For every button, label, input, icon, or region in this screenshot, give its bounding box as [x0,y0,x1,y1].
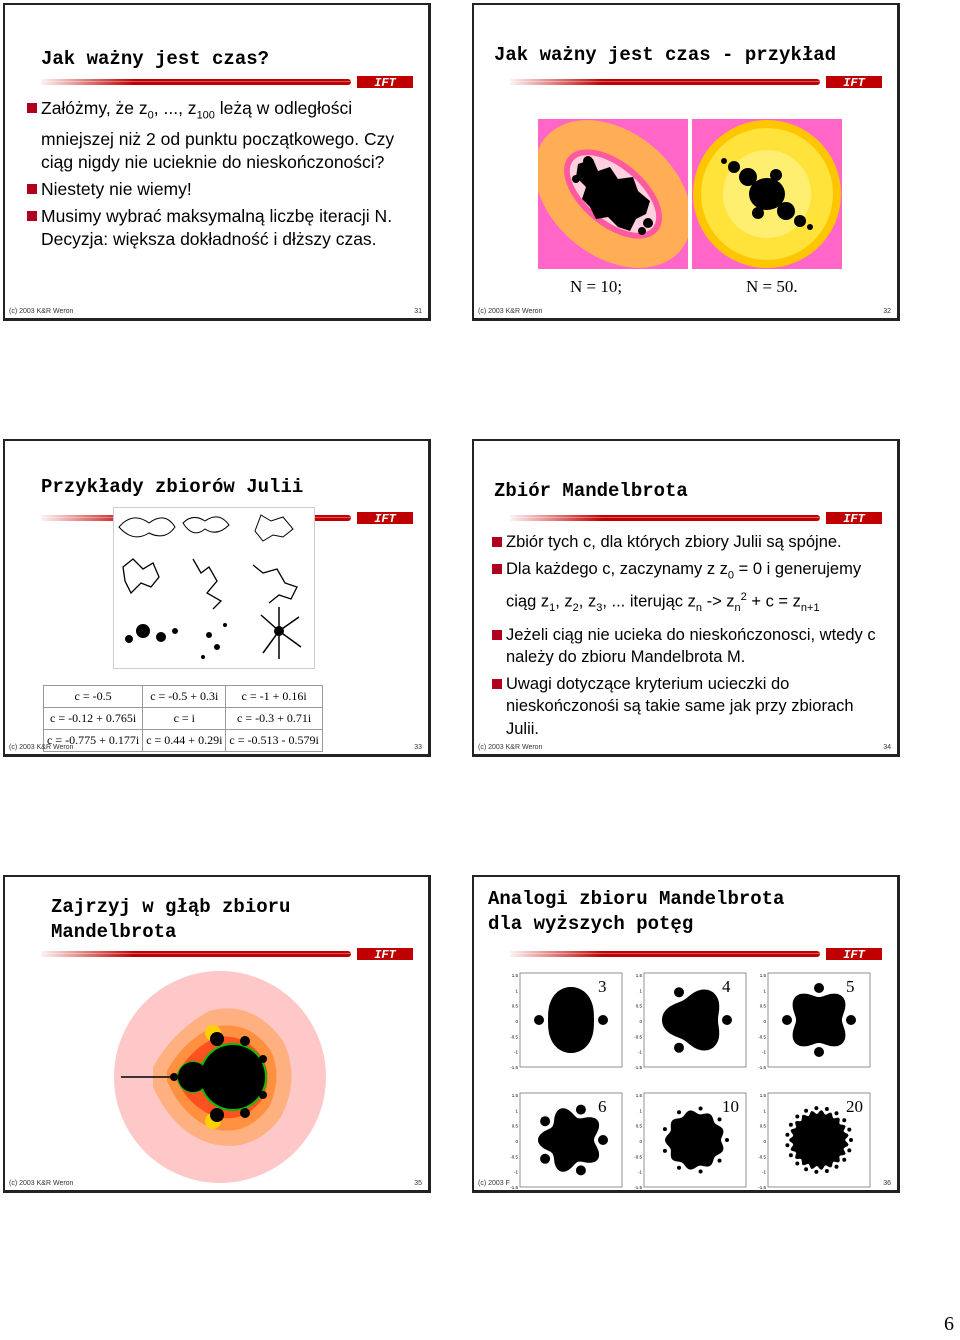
svg-text:IFT: IFT [843,76,865,89]
axis-tick-label: 0 [515,1019,518,1024]
power-plot-5 [752,969,876,1079]
axis-tick-label: -1 [637,1169,642,1175]
axis-tick-label: -1 [761,1049,766,1055]
julia-sets-image [113,507,315,669]
multibrot-bulb [677,1166,681,1170]
axis-tick-label: 0.5 [635,1003,642,1009]
multibrot-bulb [598,1015,608,1025]
axis-tick-label: 1.5 [511,973,518,978]
axis-tick-label: 1 [639,988,642,994]
bullet-item: Załóżmy, że $z_0$, ..., $z_{100}$ leżą w odległości mniejszej niż 2 od punktu początkowego. Czy ciąg nigdy nie ucieknie do nieskończoności? [27,97,418,174]
table-cell: c = -0.513 - 0.579i [226,730,322,752]
axis-tick-label: 1.5 [864,1192,872,1197]
axis-tick-label: 0 [639,1019,642,1024]
table-cell: c = -0.5 + 0.3i [143,686,226,708]
axis-tick-label: 1.5 [635,973,642,978]
table-cell: c = -0.775 + 0.177i [44,730,143,752]
axis-tick-label: 0.5 [635,1123,642,1129]
multibrot-bulb [674,987,684,997]
axis-tick-label: 1.5 [759,973,766,978]
axis-tick-label: 1.5 [511,1093,518,1098]
multibrot-shape [793,994,846,1047]
svg-text:IFT: IFT [374,76,396,89]
axis-tick-label: 1 [763,988,766,994]
multibrot-bulb [699,1107,703,1111]
multibrot-bulb [849,1138,853,1142]
axis-tick-label: 0 [639,1139,642,1144]
bullet-item: Niestety nie wiemy! [27,178,418,201]
julia-n10-image [538,119,688,269]
multibrot-bulb [699,1170,703,1174]
axis-tick-label: -1 [637,1049,642,1055]
axis-tick-label: 0.5 [511,1123,518,1129]
caption-n50: N = 50. [746,277,798,296]
axis-tick-label: 1.5 [740,1192,748,1197]
multibrot-bulb [842,1158,846,1162]
axis-tick-label: -0.5 [634,1154,642,1160]
axis-tick-label: 1.5 [616,1192,624,1197]
ift-logo-icon [826,947,882,961]
bullet-item: Jeżeli ciąg nie ucieka do nieskończonosci, wtedy c należy do zbioru Mandelbrota M. [492,624,887,669]
multibrot-bulb [814,1170,818,1174]
axis-tick-label: -1.5 [642,1192,650,1197]
axis-tick-label: 0 [817,1192,821,1197]
title-underline [510,951,820,957]
axis-tick-label: 1 [763,1108,766,1114]
axis-tick-label: -1 [761,1169,766,1175]
axis-tick-label: -1.5 [510,1185,518,1190]
bullet-list [27,97,418,255]
mandelbrot-image [113,971,327,1183]
slide-footer: (c) 2003 K&R Weron [9,308,74,315]
axis-tick-label: 0.5 [759,1123,766,1129]
slide-number: 34 [883,744,891,751]
svg-text:IFT: IFT [374,512,396,525]
axis-tick-label: -0.5 [758,1154,766,1160]
power-plot-4 [628,969,752,1079]
multibrot-bulb [795,1115,799,1119]
svg-text:IFT: IFT [843,512,865,525]
axis-tick-label: -0.5 [758,1034,766,1040]
multibrot-bulb [785,1133,789,1137]
multibrot-bulb [789,1123,793,1127]
power-label: 6 [598,1097,607,1116]
axis-tick-label: -1.5 [518,1192,526,1197]
axis-tick-label: -0.5 [510,1154,518,1160]
multibrot-bulb [814,1106,818,1110]
multibrot-shape [548,987,594,1053]
axis-tick-label: 0 [763,1139,766,1144]
ift-logo-icon [826,511,882,525]
slide-title: Zbiór Mandelbrota [494,480,688,502]
title-underline [41,79,351,85]
axis-tick-label: 1 [850,1192,853,1197]
power-label: 3 [598,977,607,996]
multibrot-bulb [814,983,824,993]
slide-title: Analogi zbioru Mandelbrota dla wyższych potęg [488,888,785,935]
multibrot-bulb [825,1169,829,1173]
axis-tick-label: -1.5 [758,1185,766,1190]
power-label: 4 [722,977,731,996]
axis-tick-label: -0.5 [798,1192,807,1197]
table-cell: c = 0.44 + 0.29i [143,730,226,752]
multibrot-bulb [835,1111,839,1115]
axis-tick-label: 1 [726,1192,729,1197]
slide-32 [472,3,900,321]
bullet-item: Musimy wybrać maksymalną liczbę iteracji N. Decyzja: większa dokładność i dłższy czas. [27,205,418,251]
slide-title: Jak ważny jest czas? [41,48,270,70]
axis-tick-label: 0 [693,1192,697,1197]
multibrot-bulb [722,1015,732,1025]
axis-tick-label: -0.5 [634,1034,642,1040]
power-label: 5 [846,977,855,996]
multibrot-bulb [540,1116,550,1126]
bullet-list [492,531,887,744]
slide-title: Zajrzyj w głąb zbioru Mandelbrota [51,896,291,943]
slide-title: Jak ważny jest czas - przykład [494,44,837,66]
multibrot-bulb [576,1105,586,1115]
axis-tick-label: 0.5 [511,1003,518,1009]
power-label: 20 [846,1097,863,1116]
multibrot-bulb [576,1165,586,1175]
multibrot-bulb [795,1162,799,1166]
axis-tick-label: -1.5 [510,1065,518,1070]
table-cell: c = -1 + 0.16i [226,686,322,708]
title-underline [510,79,820,85]
caption-n10: N = 10; [570,277,623,296]
multibrot-bulb [842,1118,846,1122]
slide-footer: (c) 2003 F [478,1180,510,1187]
axis-tick-label: -1 [660,1192,665,1197]
ift-logo-icon [357,511,413,525]
slide-34 [472,439,900,757]
bullet-item: Zbiór tych c, dla których zbiory Julii są spójne. [492,531,887,554]
axis-tick-label: -1 [536,1192,541,1197]
multibrot-bulb [782,1015,792,1025]
multibrot-bulb [718,1117,722,1121]
multibrot-bulb [804,1167,808,1171]
axis-tick-label: -0.5 [510,1034,518,1040]
multibrot-bulb [847,1148,851,1152]
axis-tick-label: 1 [639,1108,642,1114]
table-cell: c = -0.3 + 0.71i [226,708,322,730]
julia-n50-image [692,119,842,269]
axis-tick-label: 1.5 [759,1093,766,1098]
axis-tick-label: -1 [513,1169,518,1175]
multibrot-bulb [663,1149,667,1153]
slide-number: 32 [883,308,891,315]
title-underline [510,515,820,521]
multibrot-bulb [677,1110,681,1114]
axis-tick-label: 0.5 [832,1192,839,1197]
multibrot-bulb [835,1165,839,1169]
slide-33 [3,439,431,757]
slide-number: 31 [414,308,422,315]
title-underline [41,951,351,957]
axis-tick-label: -1.5 [766,1192,774,1197]
axis-tick-label: -1.5 [634,1185,642,1190]
axis-tick-label: 0.5 [759,1003,766,1009]
multibrot-bulb [674,1043,684,1053]
axis-tick-label: -1 [784,1192,789,1197]
slide-footer: (c) 2003 K&R Weron [478,744,543,751]
axis-tick-label: -1.5 [634,1065,642,1070]
julia-params-table [43,685,323,752]
axis-tick-label: 0.5 [584,1192,591,1197]
axis-tick-label: 0.5 [708,1192,715,1197]
slide-31 [3,3,431,321]
power-label: 10 [722,1097,739,1116]
slide-number: 33 [414,744,422,751]
slide-number: 35 [414,1180,422,1187]
multibrot-bulb [598,1135,608,1145]
ift-logo-icon [826,75,882,89]
svg-text:IFT: IFT [374,948,396,961]
multibrot-bulb [725,1138,729,1142]
power-plot-3 [504,969,628,1079]
multibrot-bulb [804,1109,808,1113]
slide-footer: (c) 2003 K&R Weron [9,1180,74,1187]
svg-text:IFT: IFT [843,948,865,961]
multibrot-bulb [846,1015,856,1025]
multibrot-bulb [540,1154,550,1164]
table-cell: c = i [143,708,226,730]
multibrot-bulb [718,1159,722,1163]
axis-tick-label: 0 [569,1192,573,1197]
multibrot-bulb [534,1015,544,1025]
multibrot-bulb [663,1127,667,1131]
ift-logo-icon [357,947,413,961]
slide-number: 36 [883,1180,891,1187]
multibrot-bulb [789,1153,793,1157]
table-row [44,730,323,752]
slide-35 [3,875,431,1193]
multibrot-bulb [814,1047,824,1057]
axis-tick-label: 1 [515,1108,518,1114]
bullet-item: Uwagi dotyczące kryterium ucieczki do nieskończonośi są takie same jak przy zbiorach Julii. [492,673,887,741]
table-row [44,686,323,708]
multibrot-bulb [785,1143,789,1147]
table-cell: c = -0.5 [44,686,143,708]
axis-tick-label: -1 [513,1049,518,1055]
slide-title: Przykłady zbiorów Julii [41,476,304,498]
axis-tick-label: 1 [515,988,518,994]
axis-tick-label: -0.5 [550,1192,559,1197]
axis-tick-label: 0 [763,1019,766,1024]
page-number: 6 [944,1313,954,1335]
axis-tick-label: 1 [602,1192,605,1197]
slide-36 [472,875,900,1197]
axis-tick-label: 1.5 [635,1093,642,1098]
axis-tick-label: -0.5 [674,1192,683,1197]
multibrot-bulb [825,1107,829,1111]
axis-tick-label: 0 [515,1139,518,1144]
slide-footer: (c) 2003 K&R Weron [9,744,74,751]
bullet-item: Dla każdego c, zaczynamy z $z_0 = 0$ i generujemy ciąg $z_1$, $z_2$, $z_3$, ... iterując $z_n -> z_n^2 + c = z_{n+1}$ [492,558,887,620]
ift-logo-icon [357,75,413,89]
axis-tick-label: -1.5 [758,1065,766,1070]
table-row [44,708,323,730]
power-plot-6 [504,1089,628,1197]
table-cell: c = -0.12 + 0.765i [44,708,143,730]
slide-footer: (c) 2003 K&R Weron [478,308,543,315]
multibrot-bulb [847,1128,851,1132]
